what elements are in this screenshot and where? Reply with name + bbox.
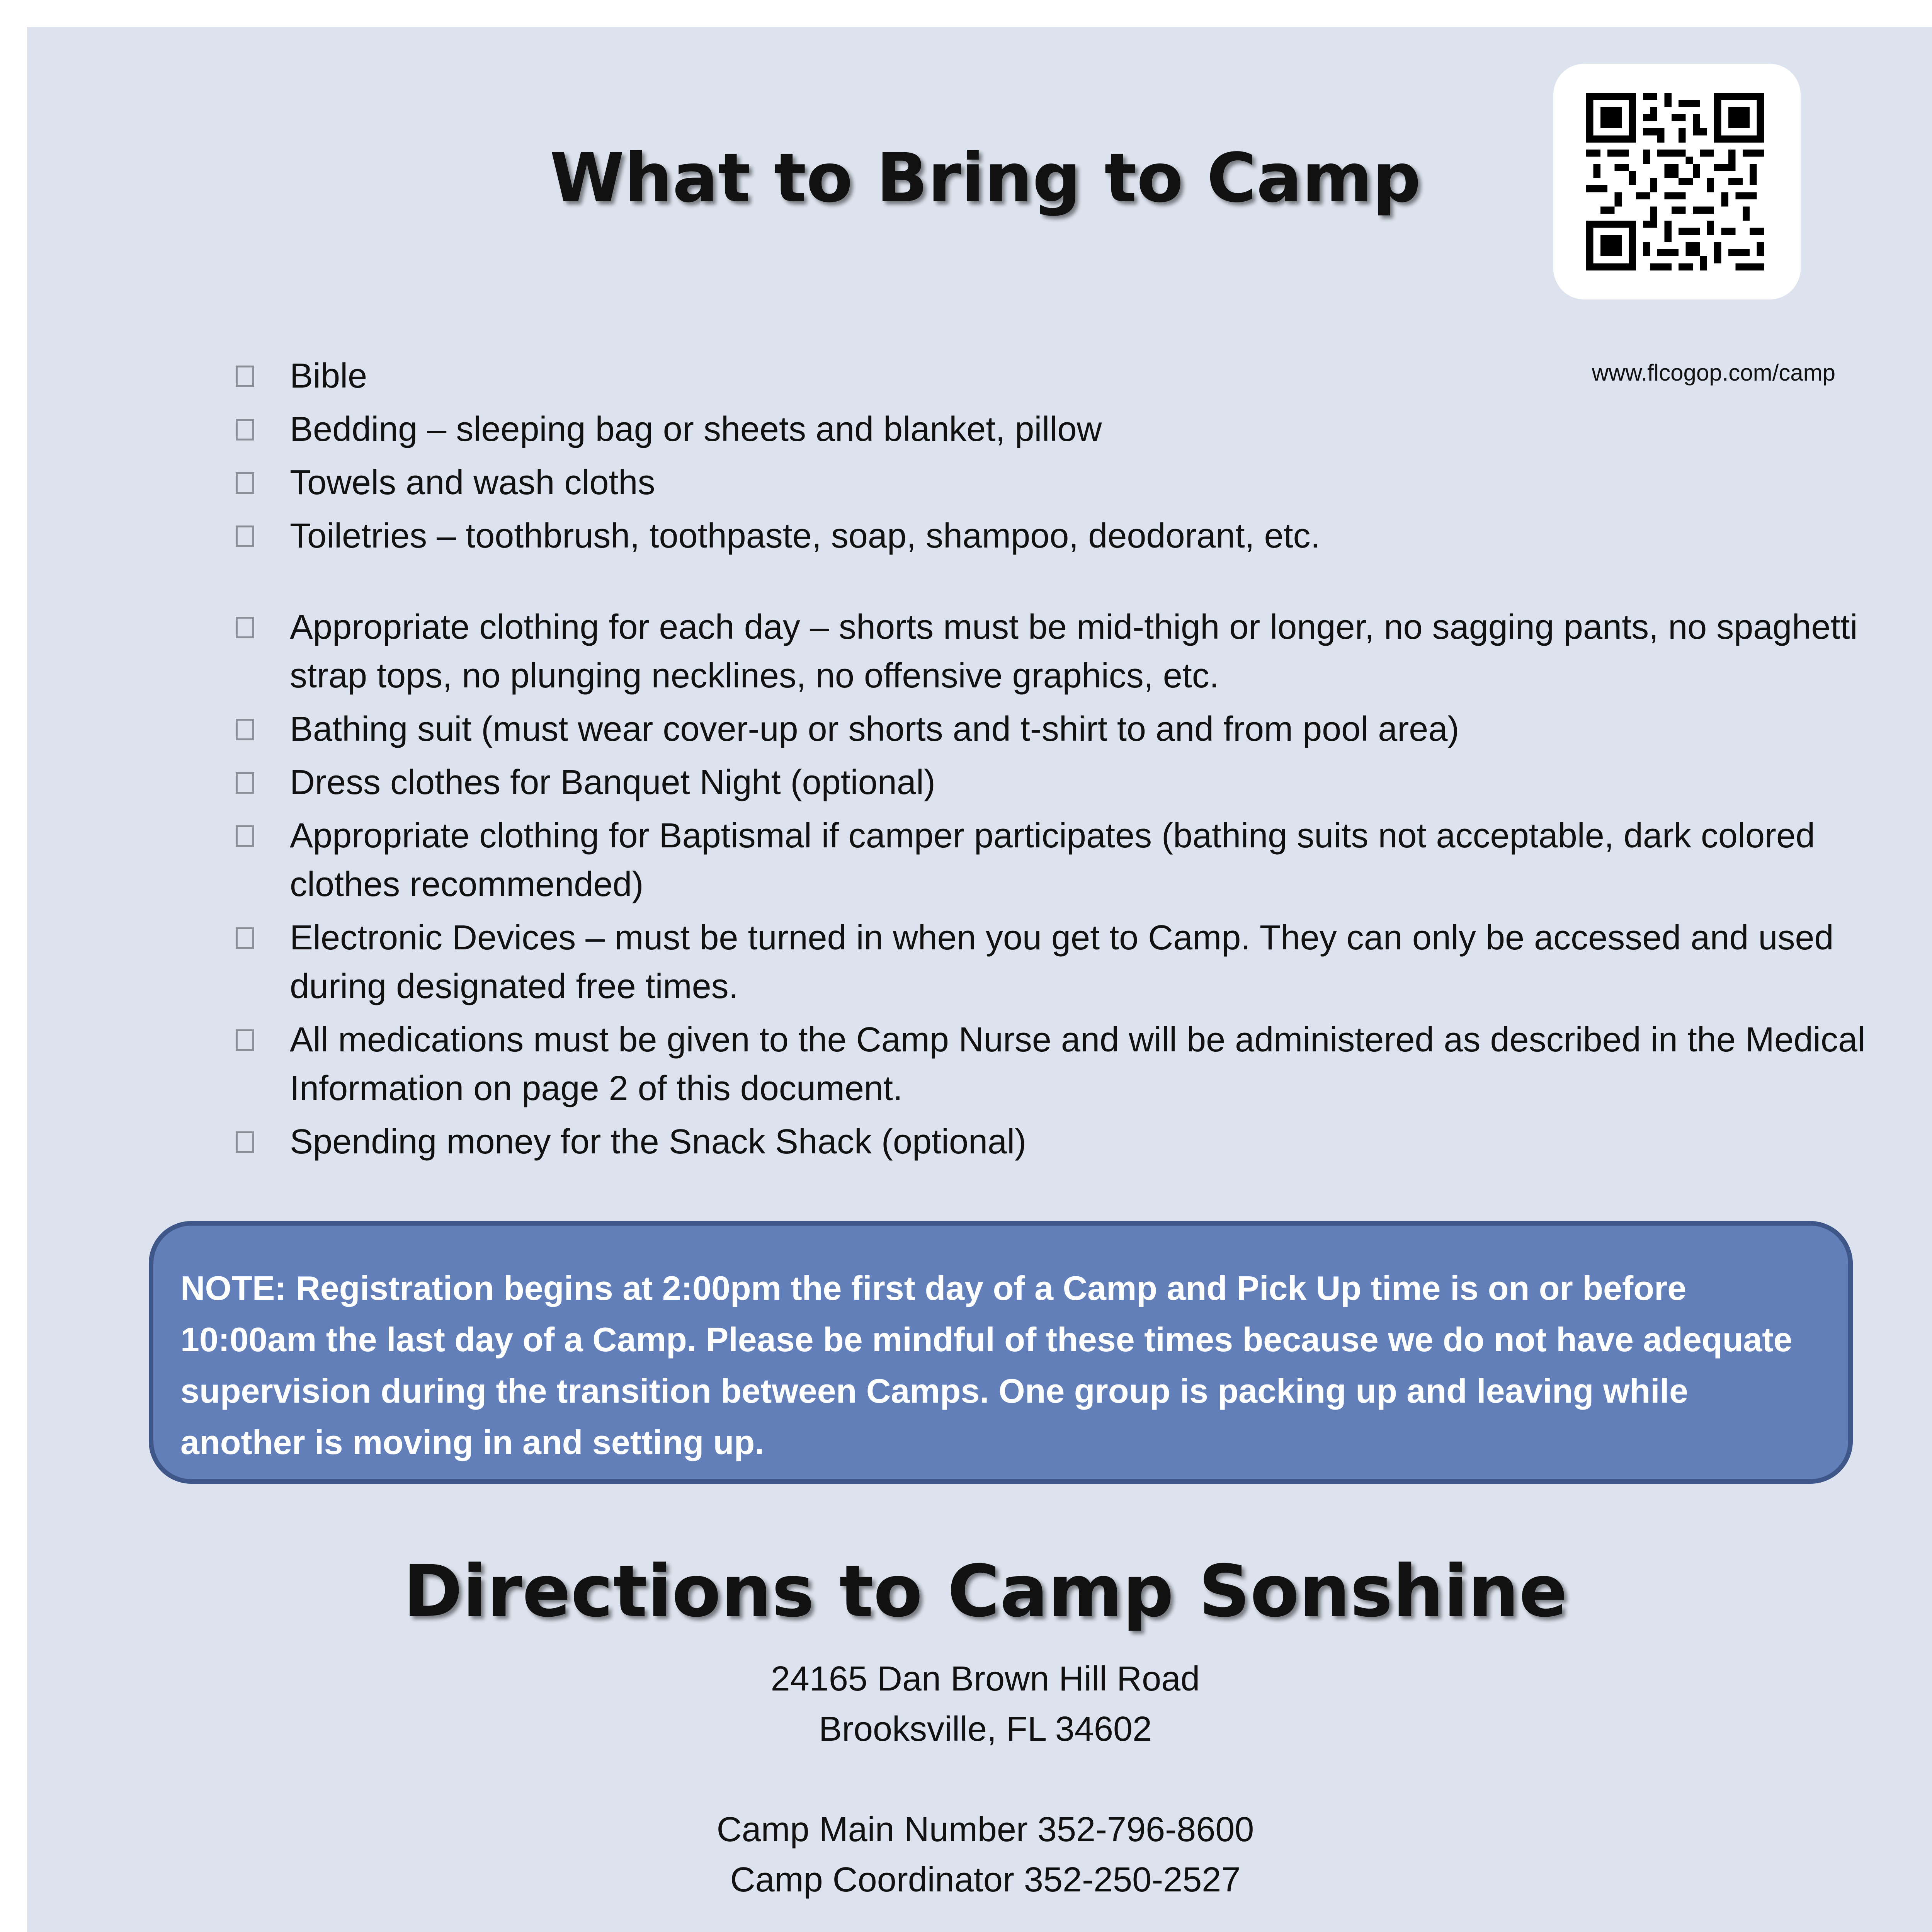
packing-checklist bbox=[236, 352, 1897, 1171]
checkbox-icon[interactable] bbox=[236, 927, 254, 949]
list-item bbox=[236, 512, 1897, 560]
checkbox-icon[interactable] bbox=[236, 772, 254, 794]
list-item bbox=[236, 352, 1897, 400]
qr-code-icon bbox=[1582, 93, 1768, 270]
flyer-page bbox=[27, 27, 1932, 1932]
checkbox-icon[interactable] bbox=[236, 472, 254, 494]
checkbox-icon[interactable] bbox=[236, 719, 254, 740]
camp-address-block bbox=[27, 1654, 1932, 1905]
directions-title: Directions to Camp Sonshine bbox=[403, 1549, 1568, 1633]
coordinator-phone: Camp Coordinator 352-250-2527 bbox=[730, 1861, 1241, 1899]
list-item-text: Towels and wash cloths bbox=[290, 463, 655, 502]
list-item bbox=[236, 458, 1897, 507]
checkbox-icon[interactable] bbox=[236, 1029, 254, 1051]
list-item bbox=[236, 1015, 1897, 1113]
list-item bbox=[236, 811, 1897, 909]
list-item-text: Toiletries – toothbrush, toothpaste, soap, shampoo, deodorant, etc. bbox=[290, 517, 1320, 555]
list-item-text: Bathing suit (must wear cover-up or shorts and t-shirt to and from pool area) bbox=[290, 710, 1459, 748]
registration-note: NOTE: Registration begins at 2:00pm the first day of a Camp and Pick Up time is on or before 10:00am the last day of a Camp. Please be mindful of these times because we do not have adequate supervision during the transition between Camps. One group is packing up and leaving while another is moving in and setting up. bbox=[149, 1221, 1853, 1484]
list-item-text: Electronic Devices – must be turned in when you get to Camp. They can only be accessed and used during designated free times. bbox=[290, 918, 1834, 1006]
page-title: What to Bring to Camp bbox=[549, 139, 1421, 218]
checkbox-icon[interactable] bbox=[236, 617, 254, 638]
checkbox-icon[interactable] bbox=[236, 366, 254, 387]
list-item-text: Bedding – sleeping bag or sheets and blanket, pillow bbox=[290, 410, 1102, 449]
address-city: Brooksville, FL 34602 bbox=[818, 1710, 1152, 1748]
spacer bbox=[27, 1754, 1932, 1804]
list-item bbox=[236, 758, 1897, 807]
list-item-text: All medications must be given to the Camp Nurse and will be administered as described in the Medical Information on page 2 of this document. bbox=[290, 1020, 1866, 1108]
main-phone: Camp Main Number 352-796-8600 bbox=[716, 1810, 1254, 1849]
checkbox-icon[interactable] bbox=[236, 1131, 254, 1153]
list-item-text: Bible bbox=[290, 357, 367, 395]
list-item bbox=[236, 1117, 1897, 1166]
list-item-text: Spending money for the Snack Shack (optional) bbox=[290, 1122, 1027, 1161]
list-item bbox=[236, 405, 1897, 454]
list-item bbox=[236, 913, 1897, 1011]
website-url[interactable]: www.flcogop.com/camp bbox=[1592, 360, 1835, 386]
checkbox-icon[interactable] bbox=[236, 526, 254, 547]
list-item-text: Appropriate clothing for Baptismal if camper participates (bathing suits not acceptable, dark colored clothes recommended) bbox=[290, 816, 1815, 904]
list-item-text: Appropriate clothing for each day – shorts must be mid-thigh or longer, no sagging pants, no spaghetti strap tops, no plunging necklines, no offensive graphics, etc. bbox=[290, 608, 1858, 695]
qr-code-card bbox=[1553, 64, 1801, 299]
address-line: 24165 Dan Brown Hill Road bbox=[770, 1660, 1200, 1698]
checkbox-icon[interactable] bbox=[236, 825, 254, 847]
list-item-text: Dress clothes for Banquet Night (optional) bbox=[290, 763, 935, 802]
list-item bbox=[236, 603, 1897, 700]
list-item bbox=[236, 705, 1897, 753]
checkbox-icon[interactable] bbox=[236, 419, 254, 440]
